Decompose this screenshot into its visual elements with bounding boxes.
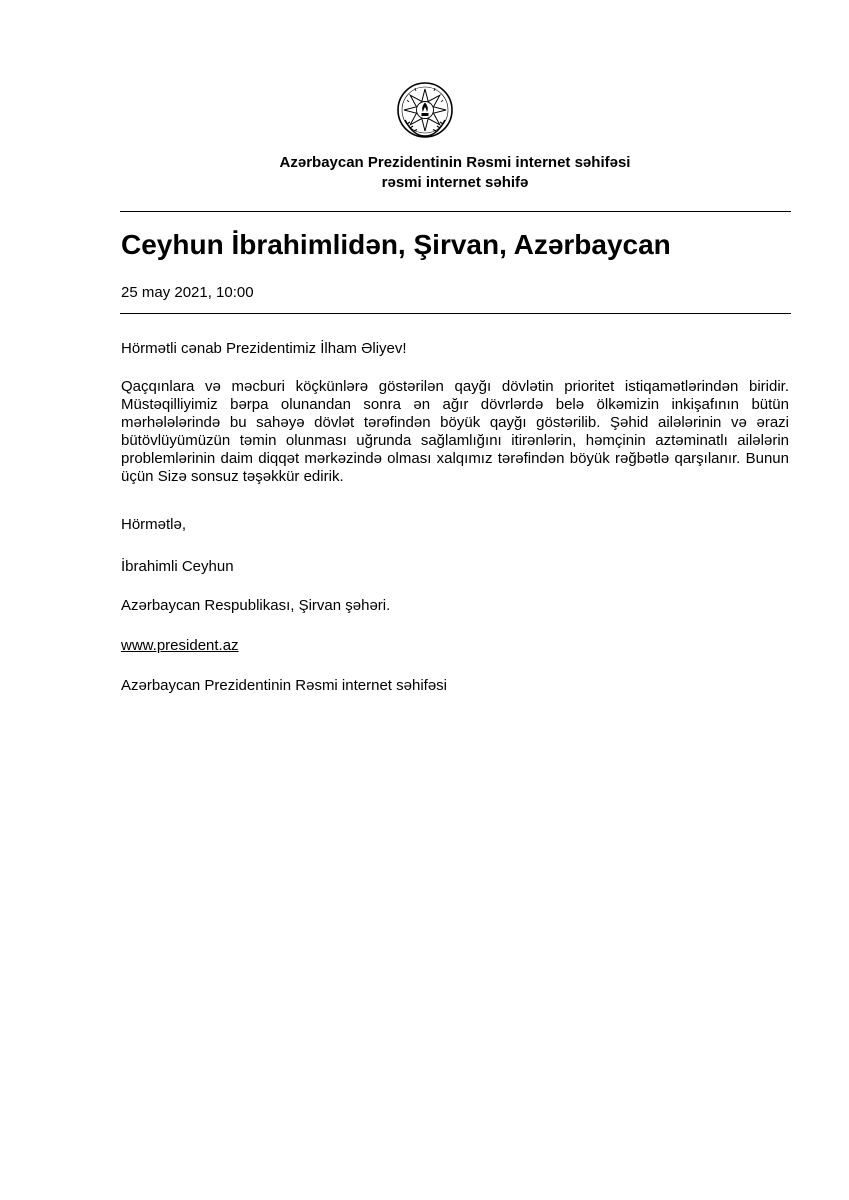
- president-website-link[interactable]: www.president.az: [121, 637, 239, 654]
- letter-signer: İbrahimli Ceyhun: [121, 558, 234, 575]
- bottom-divider: [120, 313, 791, 314]
- article-title: Ceyhun İbrahimlidən, Şirvan, Azərbaycan: [121, 229, 671, 260]
- letter-closing: Hörmətlə,: [121, 516, 187, 533]
- letter-greeting: Hörmətli cənab Prezidentimiz İlham Əliyev!: [121, 340, 407, 357]
- footer-site-name: Azərbaycan Prezidentinin Rəsmi internet səhifəsi: [121, 677, 447, 694]
- state-emblem-icon: [395, 80, 455, 140]
- letter-paragraph: Qaçqınlara və məcburi köçkünlərə göstərilən qayğı dövlətin prioritet istiqamətlərindən biridir. Müstəqilliyimiz bərpa olunandan sonra ən ağır dövrlərdə belə ölkəmizin inkişafının bütün mərhələlərində bu sahəyə dövlət tərəfindən böyük qayğı göstərilib. Şəhid ailələrinin və ərazi bütövlüyümüzün təmin olunması uğrunda sağlamlığını itirənlərin, həmçinin aztəminatlı ailələrin problemlərinin daim diqqət mərkəzində olması xalqımız tərəfindən böyük rəğbətlə qarşılanır. Bunun üçün Sizə sonsuz təşəkkür edirik.: [121, 378, 789, 485]
- site-subheading: rəsmi internet səhifə: [381, 174, 529, 191]
- article-date: 25 may 2021, 10:00: [121, 284, 254, 301]
- letter-location: Azərbaycan Respublikası, Şirvan şəhəri.: [121, 597, 391, 614]
- site-name-heading: Azərbaycan Prezidentinin Rəsmi internet səhifəsi: [279, 154, 631, 171]
- top-divider: [120, 211, 791, 212]
